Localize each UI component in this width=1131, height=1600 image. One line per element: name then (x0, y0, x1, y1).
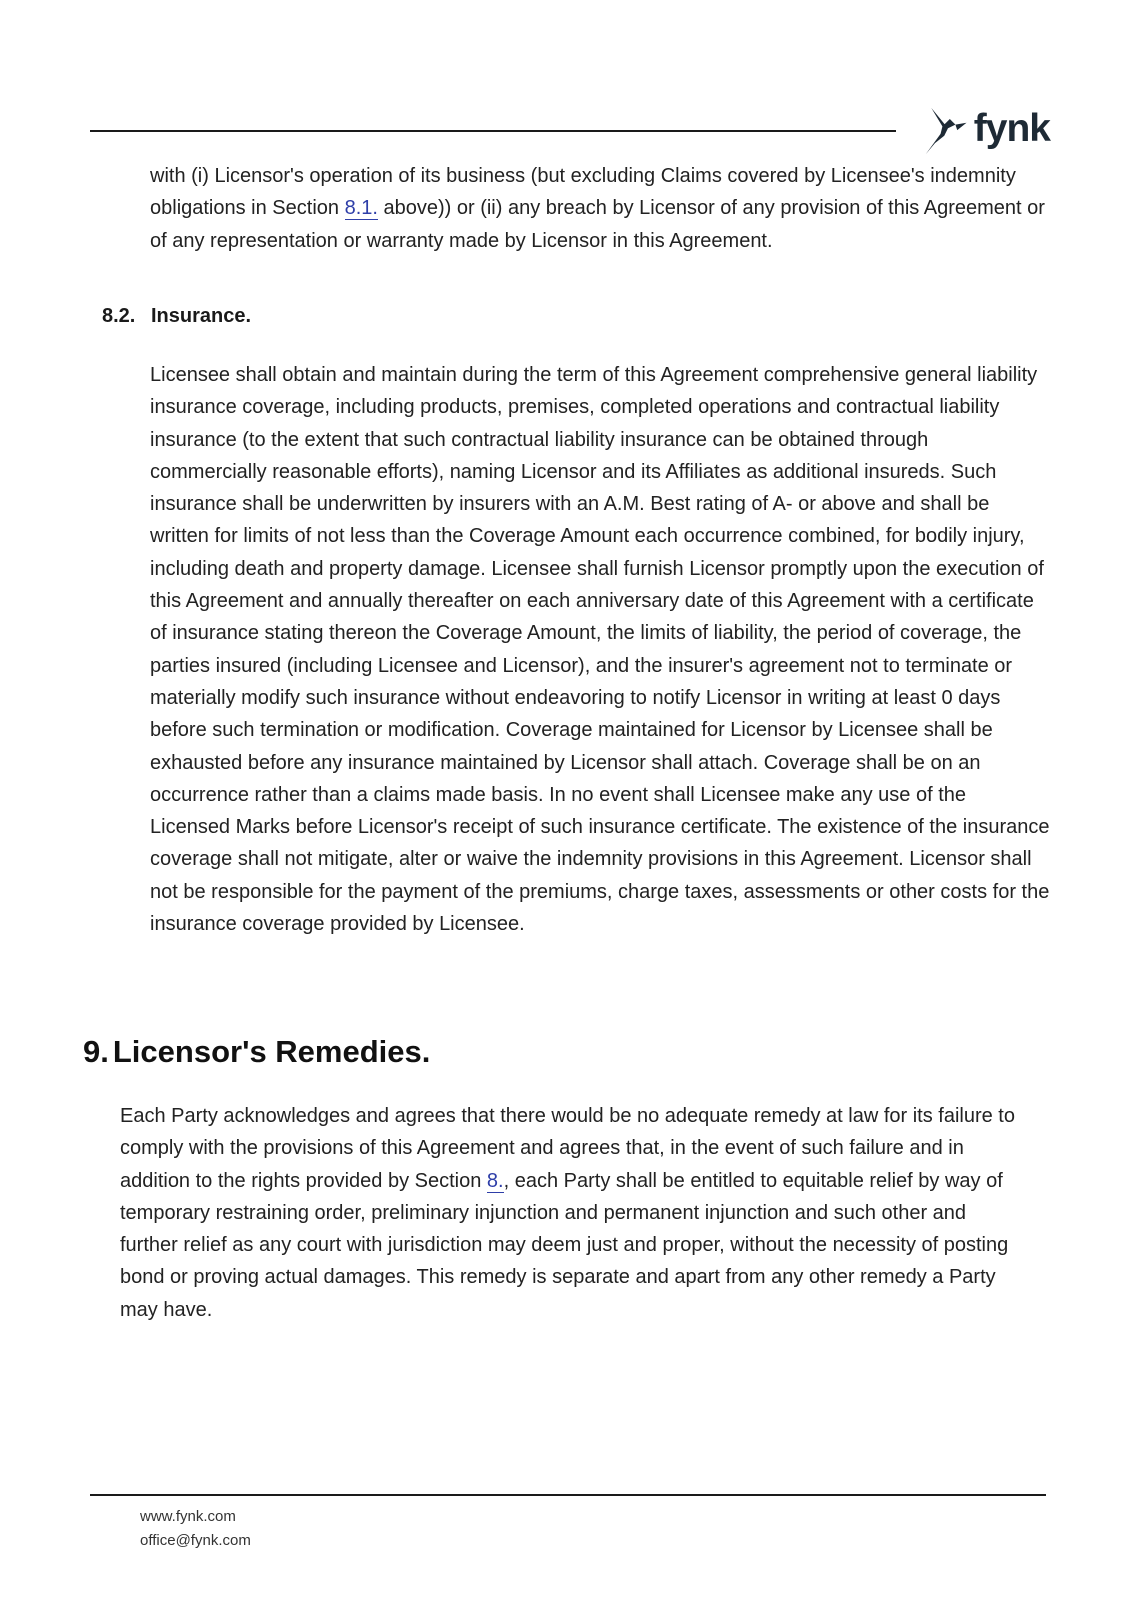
header-rule (90, 130, 896, 132)
footer-rule (90, 1494, 1046, 1496)
continued-text-after: above)) or (ii) any breach by Licensor of any provision of this Agreement or of any representation or warranty made by Licensor in this Agreement. (150, 197, 1045, 252)
subsection-number: 8.2. (102, 305, 136, 327)
section-8-1-link[interactable]: 8.1. (344, 197, 378, 220)
subsection-heading-8-2 (102, 305, 251, 328)
continued-text-before: with (i) Licensor's operation of its business (but excluding Claims covered by Licensee's indemnity obligations in Section (150, 165, 1016, 220)
remedies-text-after: , each Party shall be entitled to equitable relief by way of temporary restraining order, preliminary injunction and permanent injunction and such other and further relief as any court with jurisdiction may deem just and proper, without the necessity of posting bond or proving actual damages. This remedy is separate and apart from any other remedy a Party may have. (120, 1169, 1009, 1321)
footer-website: www.fynk.com (140, 1508, 236, 1525)
subsection-title: Insurance. (151, 305, 252, 327)
logo-wordmark: fynk (973, 107, 1050, 150)
footer-email: office@fynk.com (140, 1532, 251, 1549)
footer (140, 1505, 251, 1553)
section-8-link[interactable]: 8. (486, 1169, 504, 1192)
insurance-paragraph: Licensee shall obtain and maintain during the term of this Agreement comprehensive general liability insurance coverage, including products, premises, completed operations and contractual liability insurance (to the extent that such contractual liability insurance can be obtained through commercially reasonable efforts), naming Licensor and its Affiliates as additional insureds. Such insurance shall be underwritten by insurers with an A.M. Best rating of A- or above and shall be written for limits of not less than the Coverage Amount each occurrence combined, for bodily injury, including death and property damage. Licensee shall furnish Licensor promptly upon the execution of this Agreement and annually thereafter on each anniversary date of this Agreement with a certificate of insurance stating thereon the Coverage Amount, the limits of liability, the period of coverage, the parties insured (including Licensee and Licensor), and the insurer's agreement not to terminate or materially modify such insurance without endeavoring to notify Licensor in writing at least 0 days before such termination or modification. Coverage maintained for Licensor by Licensee shall be exhausted before any insurance maintained by Licensor shall attach. Coverage shall be on an occurrence rather than a claims made basis. In no event shall Licensee make any use of the Licensed Marks before Licensor's receipt of such insurance certificate. The existence of the insurance coverage shall not mitigate, alter or waive the indemnity provisions in this Agreement. Licensor shall not be responsible for the payment of the premiums, charge taxes, assessments or other costs for the insurance coverage provided by Licensee. (150, 364, 1050, 936)
remedies-paragraph (120, 1100, 1020, 1326)
bird-logo-icon (922, 104, 976, 160)
section-heading-9 (83, 1034, 430, 1070)
remedies-text-before: Each Party acknowledges and agrees that there would be no adequate remedy at law for its failure to comply with the provisions of this Agreement and agrees that, in the event of such failure and in addition to the rights provided by Section (120, 1105, 1015, 1192)
continued-paragraph (150, 160, 1050, 257)
section-number: 9. (83, 1034, 109, 1069)
section-title: Licensor's Remedies. (112, 1034, 431, 1069)
fynk-logo (922, 104, 1050, 160)
